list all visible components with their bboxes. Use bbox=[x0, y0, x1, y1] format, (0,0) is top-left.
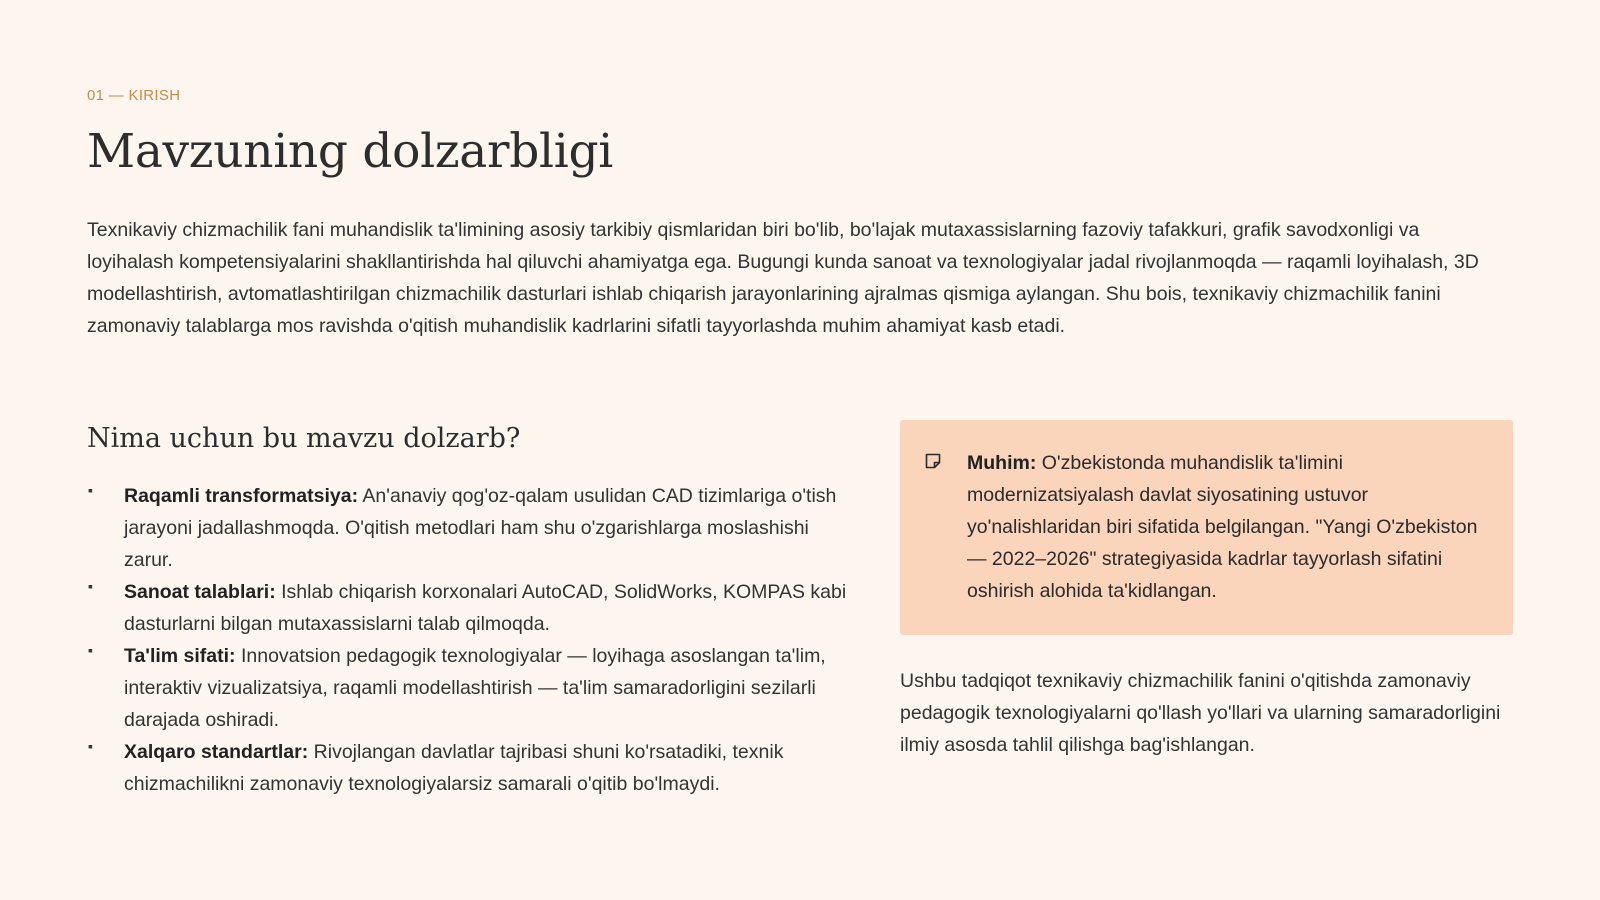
list-item-lead: Xalqaro standartlar: bbox=[124, 741, 309, 763]
bullet-icon: ▪ bbox=[88, 482, 93, 498]
list-item bbox=[87, 480, 857, 576]
callout-text: O'zbekistonda muhandislik ta'limini modernizatsiyalash davlat siyosatining ustuvor yo'nalishlaridan biri sifatida belgilangan. "Yangi O'zbekiston — 2022–2026" strategiyasida kadrlar tayyorlash sifatini oshirish alohida ta'kidlangan. bbox=[967, 452, 1478, 602]
intro-paragraph: Texnikaviy chizmachilik fani muhandislik ta'limining asosiy tarkibiy qismlaridan biri bo'lib, bo'lajak mutaxassislarning fazoviy tafakkuri, grafik savodxonligi va loyihalash kompetensiyalarini shakllantirishda hal qiluvchi ahamiyatga ega. Bugungi kunda sanoat va texnologiyalar jadal rivojlanmoqda — raqamli loyihalash, 3D modellashtirish, avtomatlashtirilgan chizmachilik dasturlari ishlab chiqarish jarayonlarining ajralmas qismiga aylangan. Shu bois, texnikaviy chizmachilik fanini zamonaviy talablarga mos ravishda o'qitish muhandislik kadrlarini sifatli tayyorlashda muhim ahamiyat kasb etadi. bbox=[87, 219, 1479, 337]
bullet-icon: ▪ bbox=[88, 642, 93, 658]
bullet-icon: ▪ bbox=[88, 578, 93, 594]
list-item bbox=[87, 640, 857, 736]
section-subtitle: Nima uchun bu mavzu dolzarb? bbox=[87, 423, 521, 454]
content-columns bbox=[87, 420, 1513, 840]
callout-lead: Muhim: bbox=[967, 452, 1037, 474]
list-item-lead: Raqamli transformatsiya: bbox=[124, 485, 359, 507]
list-item-text: Innovatsion pedagogik texnologiyalar — loyihaga asoslangan ta'lim, interaktiv vizualizatsiya, raqamli modellashtirish — ta'lim samaradorligini sezilarli darajada oshiradi. bbox=[124, 645, 826, 731]
bullet-icon: ▪ bbox=[88, 738, 93, 754]
summary-paragraph: Ushbu tadqiqot texnikaviy chizmachilik fanini o'qitishda zamonaviy pedagogik texnologiyalarni qo'llash yo'llari va ularning samaradorligini ilmiy asosda tahlil qilishga bag'ishlangan. bbox=[900, 670, 1501, 756]
list-item-text: Rivojlangan davlatlar tajribasi shuni ko'rsatadiki, texnik chizmachilikni zamonaviy texnologiyalarsiz samarali o'qitib bo'lmaydi. bbox=[124, 741, 784, 795]
slide bbox=[87, 86, 1513, 795]
note-icon bbox=[924, 452, 942, 470]
list-item-lead: Sanoat talablari: bbox=[124, 581, 276, 603]
list-item-text: Ishlab chiqarish korxonalari AutoCAD, SolidWorks, KOMPAS kabi dasturlarni bilgan mutaxassislarni talab qilmoqda. bbox=[124, 581, 847, 635]
list-item-lead: Ta'lim sifati: bbox=[124, 645, 236, 667]
list-item bbox=[87, 576, 857, 640]
important-callout bbox=[900, 420, 1513, 635]
list-item-text: An'anaviy qog'oz-qalam usulidan CAD tizimlariga o'tish jarayoni jadallashmoqda. O'qitish metodlari ham shu o'zgarishlarga moslashishi zarur. bbox=[124, 485, 837, 571]
page-title: Mavzuning dolzarbligi bbox=[87, 124, 613, 179]
reasons-list bbox=[87, 480, 857, 800]
list-item bbox=[87, 736, 857, 800]
info-column bbox=[900, 420, 1513, 761]
section-label: 01 — KIRISH bbox=[87, 87, 181, 104]
reasons-column bbox=[87, 420, 857, 800]
